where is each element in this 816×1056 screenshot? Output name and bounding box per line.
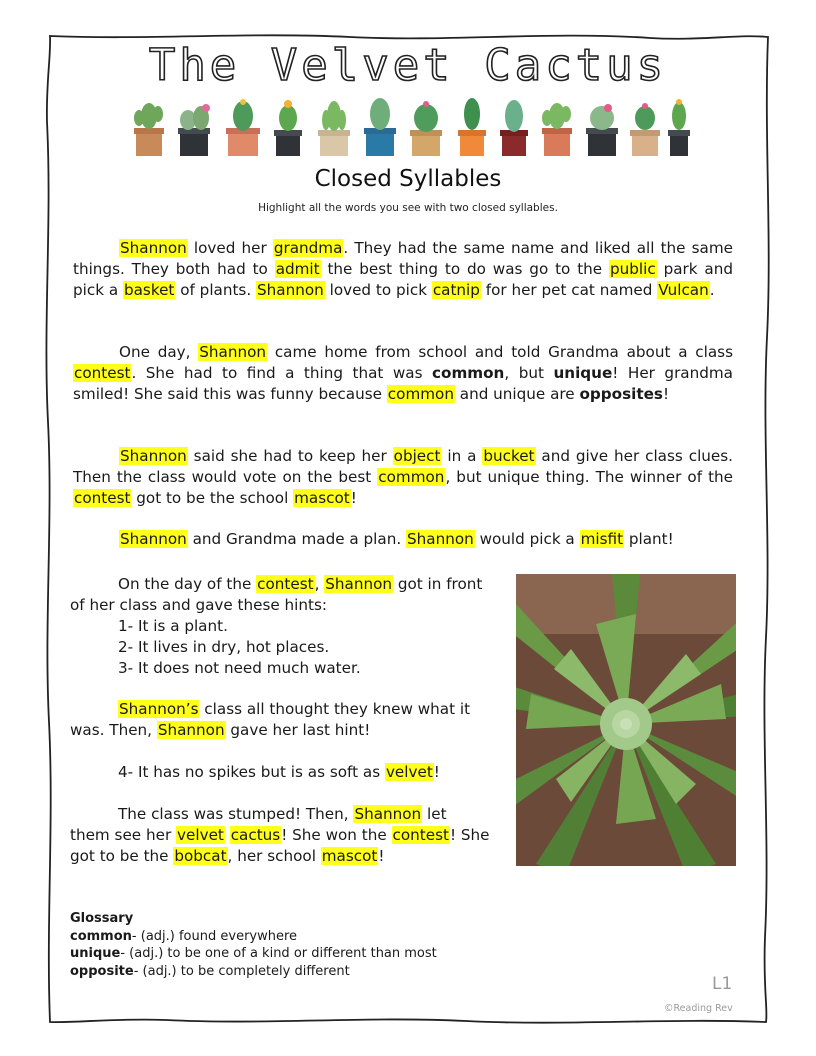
text: park and pick a xyxy=(73,260,734,299)
cactus-icon xyxy=(318,101,350,156)
text: ! She got to be the xyxy=(70,826,490,865)
copyright-text: ©Reading Rev xyxy=(664,1003,733,1014)
section-heading: Closed Syllables xyxy=(314,166,502,192)
story-paragraph xyxy=(73,342,733,405)
text: class all thought they knew what it was. Then, xyxy=(70,700,471,739)
cactus-icon xyxy=(178,104,210,156)
highlighted-word: contest xyxy=(74,364,131,382)
highlighted-word: common xyxy=(378,468,445,486)
text: The class was stumped! Then, xyxy=(118,805,354,823)
text: for her pet cat named xyxy=(480,281,658,299)
cactus-icon xyxy=(458,98,486,156)
text: ! xyxy=(350,489,357,507)
hint-item: 1- It is a plant. xyxy=(118,617,228,635)
glossary-heading: Glossary xyxy=(70,911,134,926)
highlighted-word: contest xyxy=(392,826,449,844)
story-paragraph xyxy=(73,529,733,550)
text: and unique are xyxy=(454,385,580,403)
highlighted-word: velvet xyxy=(385,763,433,781)
text: . She had to find a thing that was xyxy=(131,364,433,382)
text: On the day of the xyxy=(118,575,257,593)
instructions: Highlight all the words you see with two closed syllables. xyxy=(258,202,558,214)
text: , xyxy=(314,575,325,593)
highlighted-word: bobcat xyxy=(174,847,227,865)
text: , but unique thing. The winner of the xyxy=(445,468,734,486)
glossary-entry xyxy=(70,945,437,963)
story-paragraph xyxy=(70,762,490,783)
cactus-icon xyxy=(586,104,618,156)
text: of plants. xyxy=(175,281,257,299)
text: said she had to keep her xyxy=(187,447,393,465)
highlighted-word: public xyxy=(610,260,656,278)
text: and Grandma made a plan. xyxy=(187,530,406,548)
text: ! xyxy=(433,763,440,781)
highlighted-word: Shannon xyxy=(120,447,187,465)
story-paragraph xyxy=(70,574,490,616)
highlighted-word: mascot xyxy=(321,847,378,865)
hint-item: 2- It lives in dry, hot places. xyxy=(118,638,330,656)
text: came home from school and told Grandma about a class xyxy=(267,343,734,361)
highlighted-word: Shannon xyxy=(120,239,187,257)
glossary xyxy=(70,910,437,980)
text: got to be the school xyxy=(131,489,294,507)
bold-word: opposites xyxy=(579,385,663,403)
glossary-entry xyxy=(70,963,437,981)
bold-word: common xyxy=(432,364,505,382)
story-paragraph xyxy=(70,804,490,867)
highlighted-word: grandma xyxy=(273,239,343,257)
highlighted-word: Shannon xyxy=(199,343,267,361)
succulent-photo xyxy=(516,574,736,866)
story-paragraph xyxy=(70,699,490,741)
bold-word: unique xyxy=(553,364,613,382)
highlighted-word: Shannon xyxy=(257,281,324,299)
text: plant! xyxy=(624,530,674,548)
hint-list xyxy=(118,616,538,679)
highlighted-word: basket xyxy=(123,281,175,299)
cactus-icon xyxy=(410,101,442,156)
glossary-term: common xyxy=(70,928,132,944)
text: ! xyxy=(378,847,385,865)
highlighted-word: mascot xyxy=(294,489,350,507)
text: loved to pick xyxy=(324,281,432,299)
highlighted-word: bucket xyxy=(483,447,535,465)
cactus-icon xyxy=(274,100,302,156)
cactus-icon xyxy=(630,103,660,156)
highlighted-word: velvet xyxy=(177,826,224,844)
text: . xyxy=(709,281,715,299)
glossary-definition: - (adj.) found everywhere xyxy=(131,928,298,944)
glossary-definition: - (adj.) to be one of a kind or different than most xyxy=(120,946,437,961)
highlighted-word: Shannon xyxy=(407,530,474,548)
text: and give her class clues. Then the class would vote on the best xyxy=(73,447,733,486)
highlighted-word: cactus xyxy=(230,826,281,844)
highlighted-word: contest xyxy=(257,575,314,593)
text: ! Her grandma smiled! She said this was funny because xyxy=(73,364,733,403)
text: let them see her xyxy=(70,805,447,844)
story-paragraph xyxy=(73,238,733,301)
text: the best thing to do was go to the xyxy=(320,260,610,278)
text: 4- It has no spikes but is as soft as xyxy=(118,763,385,781)
highlighted-word: Shannon xyxy=(157,721,225,739)
hint-item: 3- It does not need much water. xyxy=(118,659,361,677)
highlighted-word: Shannon xyxy=(325,575,392,593)
glossary-entry xyxy=(70,928,437,946)
glossary-term: opposite xyxy=(70,963,134,979)
text: . They had the same name and liked all the same things. They both had to xyxy=(73,239,733,278)
highlighted-word: common xyxy=(387,385,454,403)
highlighted-word: Vulcan xyxy=(658,281,709,299)
highlighted-word: Shannon xyxy=(354,805,422,823)
text: ! xyxy=(662,385,670,403)
highlighted-word: admit xyxy=(275,260,320,278)
cactus-icon xyxy=(134,103,164,156)
highlighted-word: contest xyxy=(74,489,131,507)
text: ! She won the xyxy=(281,826,392,844)
cactus-icon xyxy=(542,103,572,156)
text: loved her xyxy=(187,239,273,257)
highlighted-word: catnip xyxy=(432,281,480,299)
text: , but xyxy=(504,364,554,382)
highlighted-word: Shannon xyxy=(120,530,187,548)
text: got in front of her class and gave these hints: xyxy=(70,575,483,614)
story-paragraph xyxy=(73,446,733,509)
cactus-icon xyxy=(364,98,396,156)
text: would pick a xyxy=(474,530,580,548)
cactus-icon xyxy=(500,100,528,156)
text: , her school xyxy=(227,847,321,865)
cactus-icon xyxy=(668,99,690,156)
cactus-icon xyxy=(226,99,260,156)
glossary-term: unique xyxy=(70,946,121,961)
cactus-illustrations xyxy=(130,96,690,158)
text xyxy=(225,826,230,844)
highlighted-word: misfit xyxy=(580,530,624,548)
level-label: L1 xyxy=(712,974,733,994)
text: in a xyxy=(441,447,483,465)
text: One day, xyxy=(119,343,199,361)
text: gave her last hint! xyxy=(225,721,371,739)
glossary-definition: - (adj.) to be completely different xyxy=(133,963,350,979)
highlighted-word: object xyxy=(393,447,441,465)
highlighted-word: Shannon’s xyxy=(119,700,199,718)
page-title: The Velvet Cactus xyxy=(148,40,668,91)
